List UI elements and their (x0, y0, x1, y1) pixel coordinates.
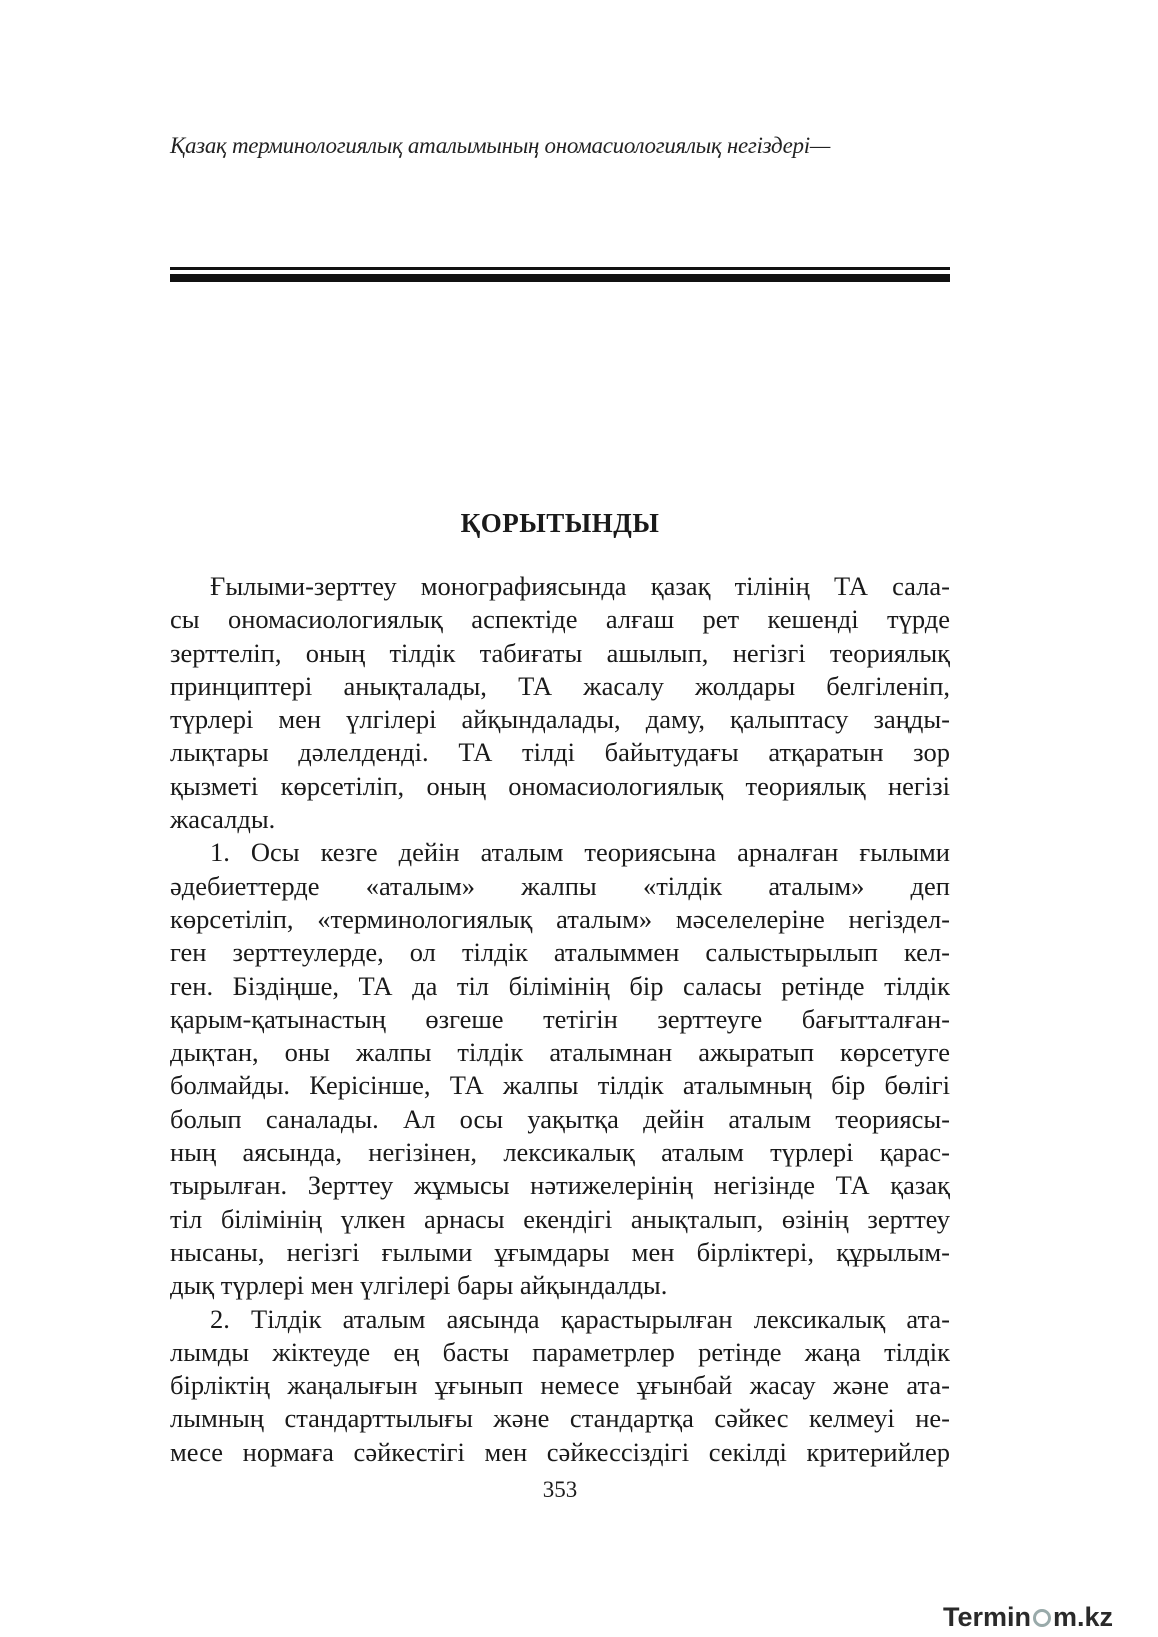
body-line: ген зерттеулерде, ол тілдік аталыммен салыстырылып кел- (170, 937, 950, 968)
body-line: дықтан, оны жалпы тілдік аталымнан ажыратып көрсетуге (170, 1037, 950, 1068)
body-line: лықтары дәлелденді. ТА тілді байытудағы атқаратын зор (170, 737, 950, 768)
body-line: көрсетіліп, «терминологиялық аталым» мәселелеріне негіздел- (170, 903, 950, 934)
body-line: түрлері мен үлгілері айқындалады, даму, қалыптасу заңды- (170, 704, 950, 735)
body-line: жасалды. (170, 804, 276, 835)
body-line: месе нормаға сәйкестігі мен сәйкессіздігі секілді критерийлер (170, 1436, 950, 1467)
running-header: Қазақ терминологиялық аталымының ономасиологиялық негіздері— (170, 133, 830, 158)
body-line: дық түрлері мен үлгілері бары айқындалды. (170, 1270, 668, 1301)
page-number: 353 (542, 1477, 578, 1502)
watermark-logo (943, 1602, 1113, 1633)
body-line: лымның стандарттылығы және стандартқа сәйкес келмеуі не- (170, 1403, 950, 1434)
body-line: нысаны, негізгі ғылыми ұғымдары мен бірліктері, құрылым- (170, 1236, 950, 1267)
body-line: қызметі көрсетіліп, оның ономасиологиялық теориялық негізі (170, 770, 950, 801)
body-line: принциптері анықталады, ТА жасалу жолдары белгіленіп, (170, 670, 950, 701)
body-line: болып саналады. Ал осы уақытқа дейін аталым теориясы- (170, 1103, 950, 1134)
body-line: 2. Тілдік аталым аясында қарастырылған лексикалық ата- (210, 1303, 950, 1334)
watermark-prefix: Termin (943, 1602, 1032, 1632)
body-line: ген. Біздіңше, ТА да тіл білімінің бір саласы ретінде тілдік (170, 970, 950, 1001)
body-line: 1. Осы кезге дейін аталым теориясына арналған ғылыми (210, 837, 950, 868)
body-line: тіл білімінің үлкен арнасы екендігі анықталып, өзінің зерттеу (170, 1203, 950, 1234)
header-rule-thick (170, 274, 950, 282)
watermark-o-icon (1033, 1609, 1051, 1627)
body-line: лымды жіктеуде ең басты параметрлер ретінде жаңа тілдік (170, 1336, 950, 1367)
body-line: Ғылыми-зерттеу монографиясында қазақ тілінің ТА сала- (210, 571, 950, 601)
chapter-title: ҚОРЫТЫНДЫ (460, 508, 660, 538)
watermark-suffix: m.kz (1053, 1602, 1114, 1632)
header-rule-thin (170, 267, 950, 270)
body-line: сы ономасиологиялық аспектіде алғаш рет кешенді түрде (170, 604, 950, 635)
body-line: әдебиеттерде «аталым» жалпы «тілдік аталым» деп (170, 870, 950, 901)
body-line: қарым-қатынастың өзгеше тетігін зерттеуге бағытталған- (170, 1003, 950, 1034)
body-text (170, 570, 950, 1469)
body-line: болмайды. Керісінше, ТА жалпы тілдік аталымның бір бөлігі (170, 1070, 950, 1101)
body-line: бірліктің жаңалығын ұғынып немесе ұғынбай жасау және ата- (170, 1370, 950, 1401)
body-line: зерттеліп, оның тілдік табиғаты ашылып, негізгі теориялық (170, 637, 950, 668)
body-line: тырылған. Зерттеу жұмысы нәтижелерінің негізінде ТА қазақ (170, 1170, 950, 1201)
body-line: ның аясында, негізінен, лексикалық аталым түрлері қарас- (170, 1137, 950, 1168)
